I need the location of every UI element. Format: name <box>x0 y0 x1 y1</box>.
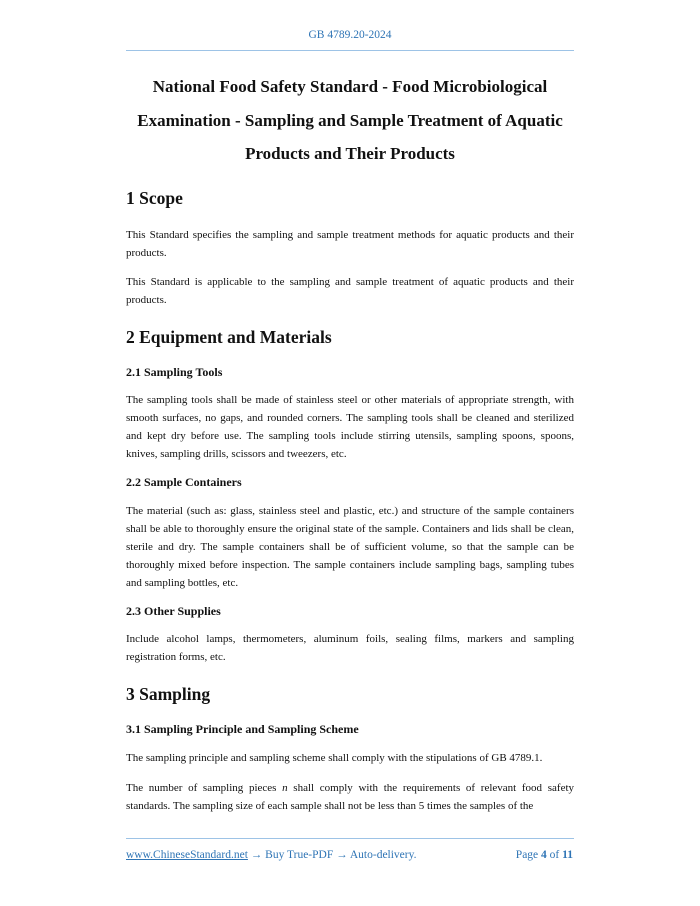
footer-rule <box>126 838 574 839</box>
text-run: The number of sampling pieces <box>126 781 283 794</box>
auto-delivery-text: Auto-delivery. <box>349 849 417 861</box>
current-page-number: 4 <box>541 849 547 861</box>
sample-containers-paragraph: The material (such as: glass, stainless steel and plastic, etc.) and structure of the sample containers shall be able to thoroughly ensure the original state of the sample. Containers and lids shall be clean, sterile and dry. The sample containers shall be of sufficient volume, so that the sample can be thoroughly mixed before inspection. The sample containers include sampling bags, sampling tubes and sampling bottles, etc. <box>126 504 574 589</box>
subsection-heading-sampling-tools: 2.1 Sampling Tools <box>126 364 223 379</box>
document-title <box>126 70 574 171</box>
page-label: Page <box>515 849 539 861</box>
site-link[interactable]: www.ChineseStandard.net <box>126 849 248 861</box>
subsection-heading-sample-containers: 2.2 Sample Containers <box>126 474 242 489</box>
section-heading-sampling: 3 Sampling <box>126 683 211 704</box>
section-heading-scope: 1 Scope <box>126 187 183 208</box>
scope-paragraph-2: This Standard is applicable to the sampling and sample treatment of aquatic products and their products. <box>126 275 574 306</box>
buy-pdf-link[interactable]: Buy True-PDF <box>265 849 334 861</box>
sampling-principle-paragraph-1: The sampling principle and sampling scheme shall comply with the stipulations of GB 4789.1. <box>126 751 543 764</box>
of-label: of <box>549 849 560 861</box>
total-pages-number: 11 <box>562 849 573 861</box>
page-indicator <box>516 849 573 861</box>
sampling-tools-paragraph: The sampling tools shall be made of stainless steel or other materials of appropriate strength, with smooth surfaces, no gaps, and rounded corners. The sampling tools shall be cleaned and sterilized and kept dry before use. The sampling tools include stirring utensils, sampling spoons, spoons, knives, sampling drills, scissors and tweezers, etc. <box>126 393 574 460</box>
title-line: Examination - Sampling and Sample Treatment of Aquatic <box>137 110 563 130</box>
other-supplies-paragraph: Include alcohol lamps, thermometers, aluminum foils, sealing films, markers and sampling registration forms, etc. <box>126 632 574 663</box>
subsection-heading-other-supplies: 2.3 Other Supplies <box>126 603 221 618</box>
title-line: National Food Safety Standard - Food Microbiological <box>152 77 548 96</box>
page-content <box>126 70 574 815</box>
text-run: shall comply with the requirements of relevant food safety standards. The sampling size of each sample shall not be less than 5 times the samples of the <box>126 781 575 812</box>
arrow-icon: → <box>336 849 348 861</box>
variable-n: n <box>282 781 288 794</box>
header-rule <box>126 50 574 51</box>
header-standard-code: GB 4789.20-2024 <box>308 29 392 41</box>
subsection-heading-sampling-principle: 3.1 Sampling Principle and Sampling Scheme <box>126 721 359 736</box>
sampling-principle-paragraph-2 <box>126 779 574 815</box>
arrow-icon: → <box>250 849 263 861</box>
scope-paragraph-1: This Standard specifies the sampling and sample treatment methods for aquatic products and their products. <box>126 228 574 259</box>
title-line: Products and Their Products <box>245 144 455 163</box>
section-heading-equipment: 2 Equipment and Materials <box>126 326 332 347</box>
footer-links <box>126 849 417 861</box>
